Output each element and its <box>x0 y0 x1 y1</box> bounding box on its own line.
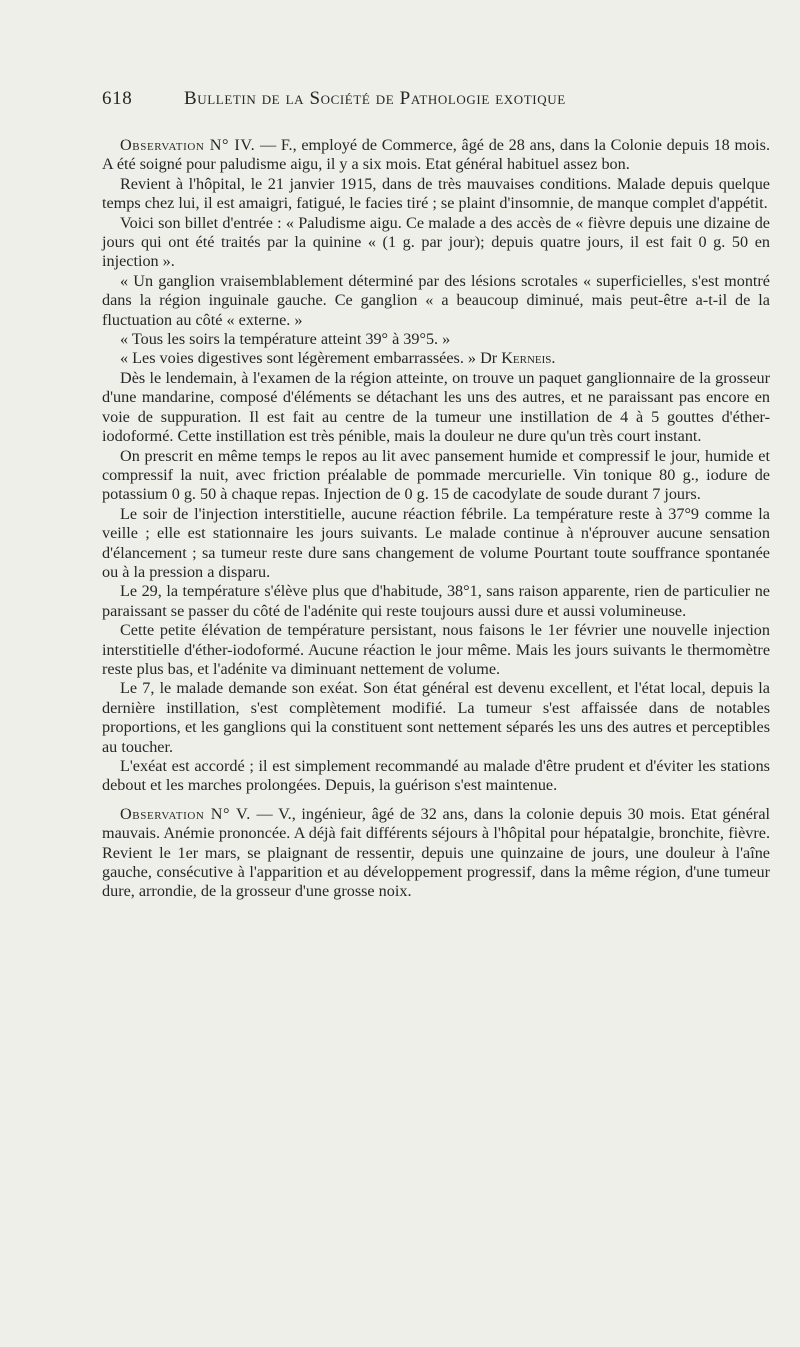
paragraph: Voici son billet d'entrée : « Paludisme aigu. Ce malade a des accès de « fièvre depuis une dizaine de jours qui ont été traités par la quinine « (1 g. par jour); depuis quatre jours, il est fait 0 g. 50 en injection ». <box>102 213 770 271</box>
paragraph: Le 7, le malade demande son exéat. Son état général est devenu excellent, et l'état local, depuis la dernière instillation, s'est complètement modifié. La tumeur s'est affaissée dans de notables proportions, et les ganglions qui la constituent sont nettement séparés les uns des autres et perceptibles au toucher. <box>102 679 770 756</box>
paragraph: Le 29, la température s'élève plus que d'habitude, 38°1, sans raison apparente, rien de particulier ne paraissant se passer du côté de l'adénite qui reste toujours aussi dure et aussi volumineuse. <box>102 582 770 620</box>
observation-5-label: Observation N° V. <box>120 804 251 823</box>
quote-text: « Les voies digestives sont légèrement embarrassées. » Dr <box>120 349 502 368</box>
running-head <box>102 88 770 110</box>
paragraph: Cette petite élévation de température persistant, nous faisons le 1er février une nouvelle injection interstitielle d'éther-iodoformé. Aucune réaction le jour même. Mais les jours suivants le thermomètre reste plus bas, et l'adénite va diminuant nettement de volume. <box>102 621 770 678</box>
observation-4-intro-text: — F., employé de Commerce, âgé de 28 ans, dans la Colonie depuis 18 mois. A été soigné pour paludisme aigu, il y a six mois. Etat général habituel assez bon. <box>102 136 770 174</box>
observation-4-label: Observation N° IV. <box>120 136 256 154</box>
observation-5-intro-text: — V., ingénieur, âgé de 32 ans, dans la colonie depuis 30 mois. Etat général mauvais. Anémie prononcée. A déjà fait différents séjours à l'hôpital pour hépatalgie, bronchite, fièvre. Revient le 1er mars, se plaignant de ressentir, depuis une quinzaine de jours, une douleur à l'aîne gauche, consécutive à l'apparition et au développement progressif, dans la même région, d'une tumeur dure, arrondie, de la grosseur d'une grosse noix. <box>102 804 770 901</box>
quote-with-author <box>102 349 770 368</box>
paragraph: Revient à l'hôpital, le 21 janvier 1915, dans de très mauvaises conditions. Malade depuis quelque temps chez lui, il est amaigri, fatigué, le facies tiré ; se plaint d'insomnie, de manque complet d'appétit. <box>102 174 770 213</box>
page-number: 618 <box>102 88 133 109</box>
observation-5-intro <box>102 805 770 902</box>
journal-title: Bulletin de la Société de Pathologie exotique <box>184 88 566 109</box>
observation-5 <box>102 805 770 902</box>
quote-author: Kerneis. <box>501 349 556 368</box>
paragraph: L'exéat est accordé ; il est simplement recommandé au malade d'être prudent et d'éviter les stations debout et les marches prolongées. Depuis, la guérison s'est maintenue. <box>102 757 770 795</box>
paragraph: Dès le lendemain, à l'examen de la région atteinte, on trouve un paquet ganglionnaire de la grosseur d'une mandarine, composé d'éléments se détachant les uns des autres, et ne paraissant pas encore en voie de suppuration. Il est fait au centre de la tumeur une instillation de 4 à 5 gouttes d'éther-iodoformé. Cette instillation est très pénible, mais la douleur ne dure qu'un très court instant. <box>102 368 770 446</box>
paragraph: Le soir de l'injection interstitielle, aucune réaction fébrile. La température reste à 37°9 comme la veille ; elle est stationnaire les jours suivants. Le malade continue à n'éprouver aucune sensation d'élancement ; sa tumeur reste dure sans changement de volume Pourtant toute souffrance spontanée ou à la pression a disparu. <box>102 504 770 581</box>
paragraph: On prescrit en même temps le repos au lit avec pansement humide et compressif le jour, humide et compressif la nuit, avec friction préalable de pommade mercurielle. Vin tonique 80 g., iodure de potassium 0 g. 50 à chaque repas. Injection de 0 g. 15 de cacodylate de soude durant 7 jours. <box>102 446 770 504</box>
observation-4 <box>102 136 770 796</box>
paragraph: « Tous les soirs la température atteint 39° à 39°5. » <box>120 330 451 349</box>
observation-4-intro <box>102 136 770 175</box>
paragraph: « Un ganglion vraisemblablement déterminé par des lésions scrotales « superficielles, s'est montré dans la région inguinale gauche. Ce ganglion « a beaucoup diminué, mais peut-être a-t-il de la fluctuation au côté « externe. » <box>102 271 770 329</box>
